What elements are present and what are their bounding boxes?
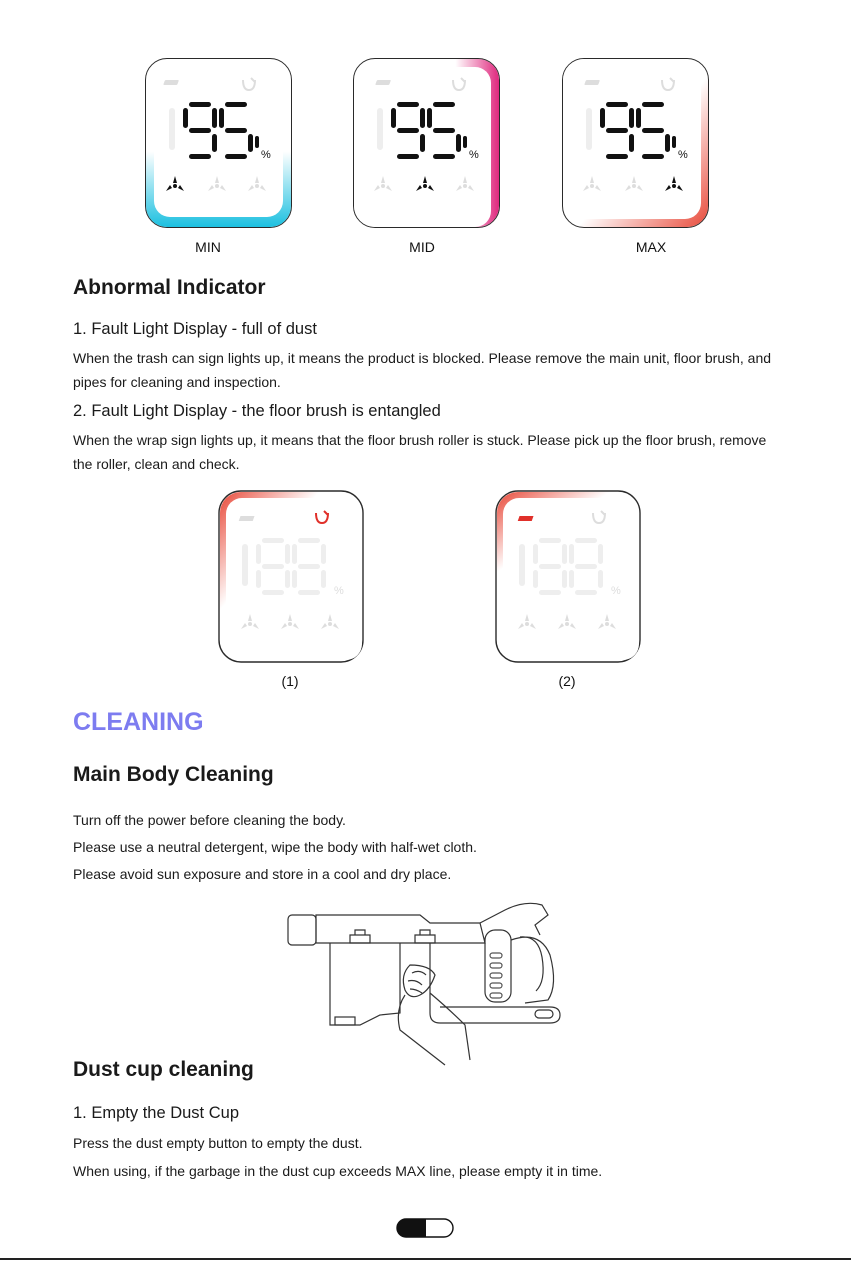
empty-dust-cup-title: 1. Empty the Dust Cup bbox=[73, 1104, 239, 1122]
main-body-line-1: Turn off the power before cleaning the body. bbox=[73, 812, 346, 828]
fault-panel-2 bbox=[495, 490, 643, 665]
svg-text:%: % bbox=[611, 585, 621, 597]
page-indicator bbox=[396, 1218, 456, 1240]
fault2-title: 2. Fault Light Display - the floor brush is entangled bbox=[73, 402, 441, 420]
main-body-heading: Main Body Cleaning bbox=[73, 763, 274, 786]
fault1-title: 1. Fault Light Display - full of dust bbox=[73, 320, 317, 338]
svg-text:%: % bbox=[469, 149, 479, 161]
fault-label-2: (2) bbox=[558, 673, 576, 689]
fault-label-1: (1) bbox=[281, 673, 299, 689]
fault-panel-1 bbox=[218, 490, 366, 665]
fault1-text: When the trash can sign lights up, it means the product is blocked. Please remove the main unit, floor brush, and pipes for cleaning and inspection. bbox=[73, 350, 772, 390]
cleaning-title: CLEANING bbox=[73, 708, 204, 736]
abnormal-heading: Abnormal Indicator bbox=[73, 276, 266, 299]
mode-label-min: MIN bbox=[195, 239, 221, 255]
svg-text:%: % bbox=[678, 149, 688, 161]
fault2-text: When the wrap sign lights up, it means that the floor brush roller is stuck. Please pick up the floor brush, remove the roller, clean and check. bbox=[73, 432, 767, 472]
svg-text:%: % bbox=[261, 149, 271, 161]
svg-text:%: % bbox=[334, 585, 344, 597]
mode-display-overlay bbox=[0, 0, 851, 240]
empty-line-2: When using, if the garbage in the dust cup exceeds MAX line, please empty it in time. bbox=[73, 1163, 603, 1179]
main-body-line-2: Please use a neutral detergent, wipe the body with half-wet cloth. bbox=[73, 839, 477, 855]
dust-cup-heading: Dust cup cleaning bbox=[73, 1058, 254, 1081]
vacuum-cleaning-illustration bbox=[280, 895, 570, 1070]
mode-label-max: MAX bbox=[635, 239, 667, 255]
main-body-line-3: Please avoid sun exposure and store in a cool and dry place. bbox=[73, 866, 452, 882]
mode-label-mid: MID bbox=[409, 239, 435, 255]
empty-line-1: Press the dust empty button to empty the dust. bbox=[73, 1135, 363, 1151]
page-bottom-rule bbox=[0, 1258, 851, 1260]
